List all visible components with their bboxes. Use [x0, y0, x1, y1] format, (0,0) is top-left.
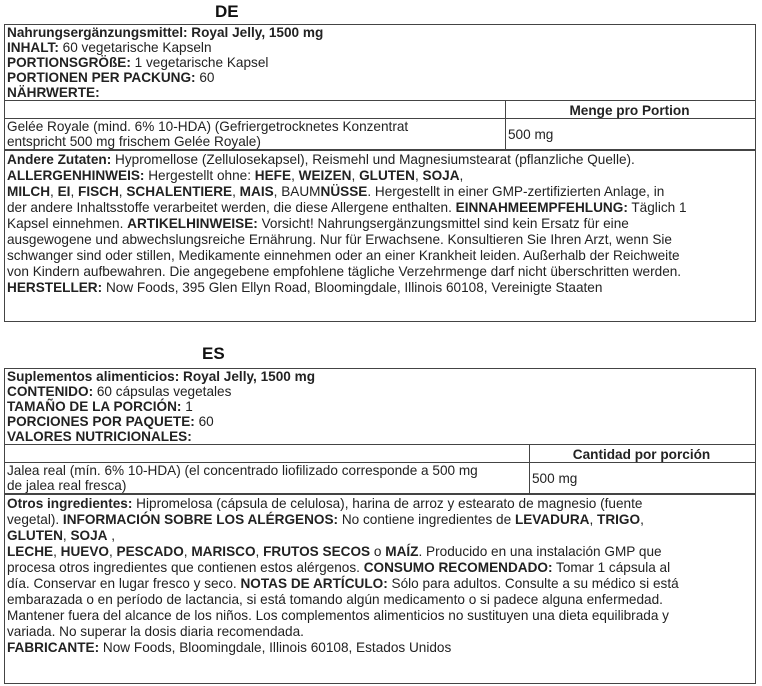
nutrition-table-es [5, 445, 755, 494]
description-de: Andere Zutaten: Hypromellose (Zellulosekapsel), Reismehl und Magnesiumstearat (pflanzliche Quelle). ALLERGENHINWEIS: Hergestellt ohne: HEFE, WEIZEN, GLUTEN, SOJA, MILCH, EI, FISCH, SCHALENTIERE, MAIS, BAUMNÜSSE. Hergestellt in einer GMP-zertifizierten Anlage, in der andere Inhaltsstoffe verarbeitet werden, die diese Allergene enthalten. EINNAHMEEMPFEHLUNG: Täglich 1 Kapsel einnehmen. ARTIKELHINWEISE: Vorsicht! Nahrungsergänzungsmittel sind kein Ersatz für eine ausgewogene und abwechslungsreiche Ernährung. Nur für Erwachsene. Konsultieren Sie Ihren Arzt, wenn Sie schwanger sind oder stillen, Medikamente einnehmen oder an einer Krankheit leiden. Außerhalb der Reichweite von Kindern aufbewahren. Die angegebene empfohlene tägliche Verzehrmenge darf nicht überschritten werden. HERSTELLER: Now Foods, 395 Glen Ellyn Road, Bloomingdale, Illinois 60108, Vereinigte Staaten [5, 150, 755, 296]
table-empty-cell-es [5, 445, 530, 463]
table-amount-es: 500 mg [530, 463, 756, 494]
table-amount-de: 500 mg [506, 119, 756, 150]
label-block-es [4, 368, 756, 684]
servings-line-de: PORTIONEN PER PACKUNG: 60 [7, 70, 215, 85]
content-line-es: CONTENIDO: 60 cápsulas vegetales [7, 384, 232, 399]
nutrition-label-es: VALORES NUTRICIONALES: [7, 429, 192, 444]
table-ingredient-es: Jalea real (mín. 6% 10-HDA) (el concentrado liofilizado corresponde a 500 mg de jalea real fresca) [5, 463, 530, 494]
nutrition-table-de [5, 101, 755, 150]
lang-heading-es: ES [202, 344, 225, 363]
label-block-de [4, 24, 756, 322]
serving-line-es: TAMAÑO DE LA PORCIÓN: 1 [7, 399, 193, 414]
servings-line-es: PORCIONES POR PAQUETE: 60 [7, 414, 214, 429]
table-ingredient-de: Gelée Royale (mind. 6% 10-HDA) (Gefriergetrocknetes Konzentrat entspricht 500 mg frischem Gelée Royale) [5, 119, 506, 150]
serving-line-de: PORTIONSGRÖßE: 1 vegetarische Kapsel [7, 55, 269, 70]
content-line-de: INHALT: 60 vegetarische Kapseln [7, 40, 212, 55]
table-col-header-es: Cantidad por porción [530, 445, 756, 463]
header-info-de [5, 25, 755, 101]
product-line-de: Nahrungsergänzungsmittel: Royal Jelly, 1500 mg [7, 25, 324, 40]
table-empty-cell-de [5, 101, 506, 119]
header-info-es [5, 369, 755, 445]
nutrition-label-de: NÄHRWERTE: [7, 85, 100, 100]
description-es: Otros ingredientes: Hipromelosa (cápsula de celulosa), harina de arroz y estearato de magnesio (fuente vegetal). INFORMACIÓN SOBRE LOS ALÉRGENOS: No contiene ingredientes de LEVADURA, TRIGO, GLUTEN, SOJA , LECHE, HUEVO, PESCADO, MARISCO, FRUTOS SECOS o MAÍZ. Producido en una instalación GMP que procesa otros ingredientes que contienen estos alérgenos. CONSUMO RECOMENDADO: Tomar 1 cápsula al día. Conservar en lugar fresco y seco. NOTAS DE ARTÍCULO: Sólo para adultos. Consulte a su médico si está embarazada o en período de lactancia, si está tomando algún medicamento o si padece alguna enfermedad. Mantener fuera del alcance de los niños. Los complementos alimenticios no sustituyen una dieta equilibrada y variada. No superar la dosis diaria recomendada. FABRICANTE: Now Foods, Bloomingdale, Illinois 60108, Estados Unidos [5, 494, 755, 656]
lang-heading-de: DE [215, 2, 239, 21]
product-line-es: Suplementos alimenticios: Royal Jelly, 1500 mg [7, 369, 315, 384]
table-col-header-de: Menge pro Portion [506, 101, 756, 119]
